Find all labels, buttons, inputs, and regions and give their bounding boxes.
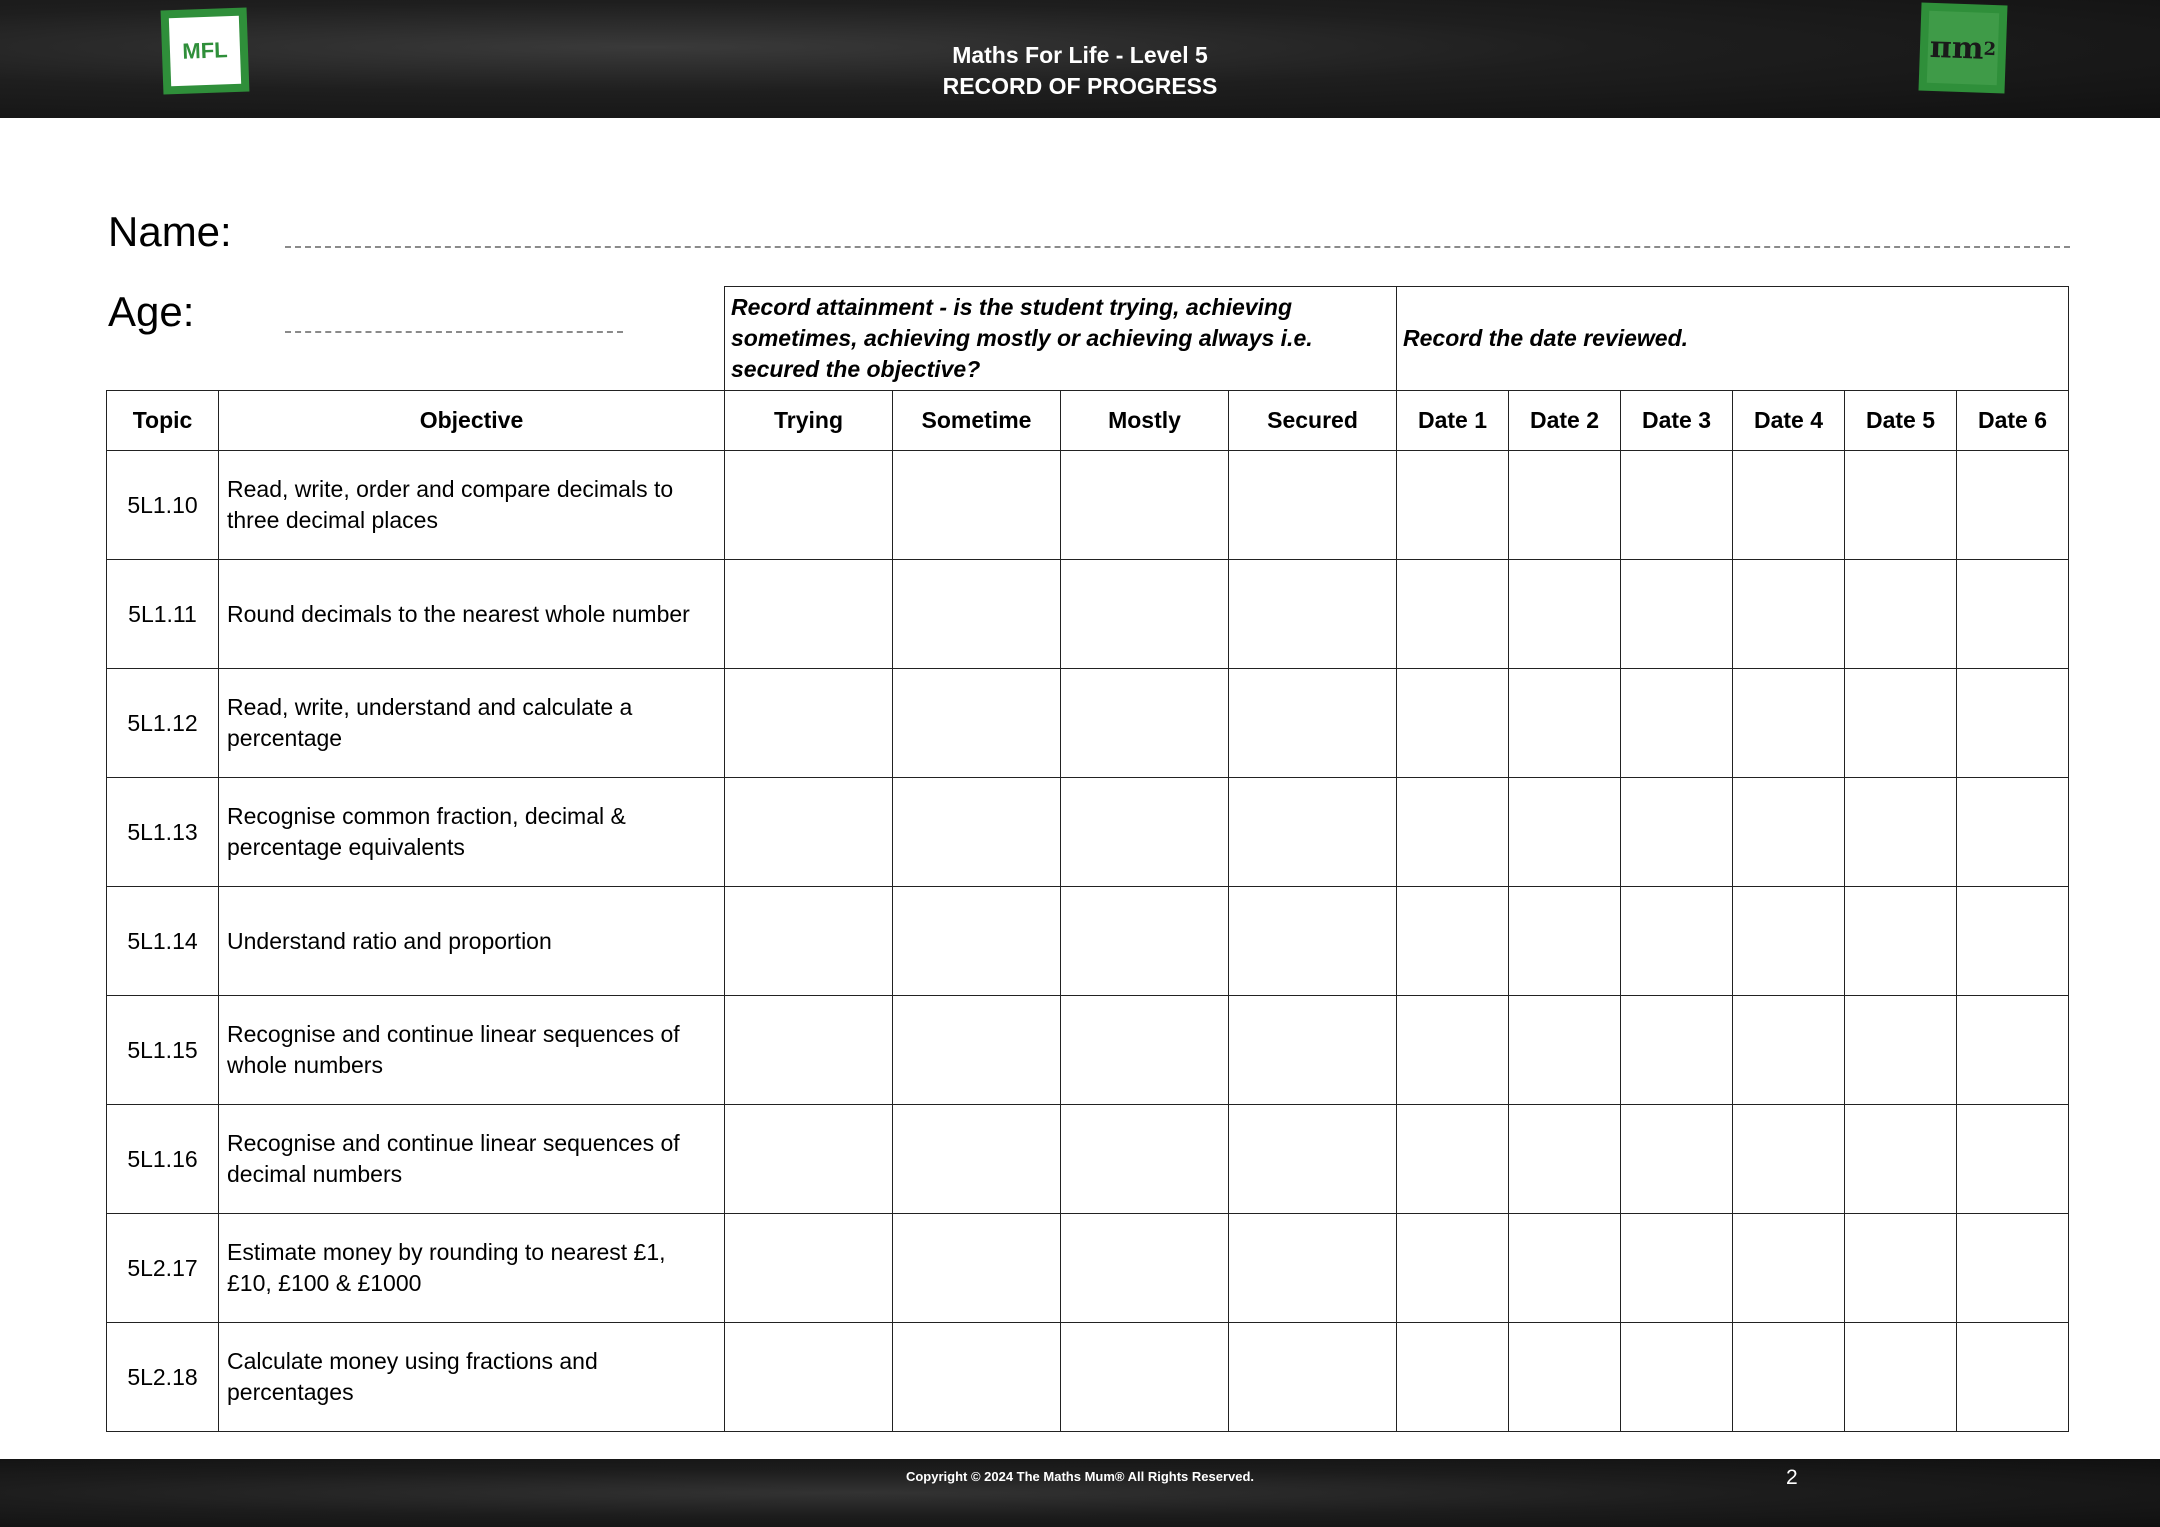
topic-code: 5L1.12 — [107, 669, 219, 778]
pi-m-squared-logo — [1918, 3, 2007, 94]
table-row — [107, 451, 2069, 560]
date-4-cell[interactable] — [1733, 1105, 1845, 1214]
date-6-cell[interactable] — [1957, 560, 2069, 669]
date-1-cell[interactable] — [1397, 669, 1509, 778]
date-3-cell[interactable] — [1621, 778, 1733, 887]
mostly-cell[interactable] — [1061, 1323, 1229, 1432]
date-2-cell[interactable] — [1509, 1323, 1621, 1432]
objective-text: Estimate money by rounding to nearest £1, £10, £100 & £1000 — [219, 1214, 725, 1323]
date-5-cell[interactable] — [1845, 669, 1957, 778]
attainment-instruction: Record attainment - is the student trying, achieving sometimes, achieving mostly or achieving always i.e. secured the objective? — [725, 287, 1397, 391]
sometime-cell[interactable] — [893, 996, 1061, 1105]
objective-text: Recognise and continue linear sequences of decimal numbers — [219, 1105, 725, 1214]
sometime-cell[interactable] — [893, 778, 1061, 887]
date-1-cell[interactable] — [1397, 1105, 1509, 1214]
date-6-cell[interactable] — [1957, 1105, 2069, 1214]
date-6-cell[interactable] — [1957, 451, 2069, 560]
table-row — [107, 560, 2069, 669]
sometime-cell[interactable] — [893, 1105, 1061, 1214]
col-secured: Secured — [1229, 391, 1397, 451]
table-row — [107, 1323, 2069, 1432]
mostly-cell[interactable] — [1061, 560, 1229, 669]
col-topic: Topic — [107, 391, 219, 451]
table-row — [107, 778, 2069, 887]
column-header-row — [107, 391, 2069, 451]
trying-cell[interactable] — [725, 996, 893, 1105]
trying-cell[interactable] — [725, 560, 893, 669]
mostly-cell[interactable] — [1061, 996, 1229, 1105]
table-row — [107, 996, 2069, 1105]
topic-code: 5L2.17 — [107, 1214, 219, 1323]
objective-text: Read, write, order and compare decimals to three decimal places — [219, 451, 725, 560]
date-4-cell[interactable] — [1733, 778, 1845, 887]
col-mostly: Mostly — [1061, 391, 1229, 451]
topic-code: 5L1.11 — [107, 560, 219, 669]
secured-cell[interactable] — [1229, 560, 1397, 669]
mostly-cell[interactable] — [1061, 451, 1229, 560]
date-5-cell[interactable] — [1845, 1105, 1957, 1214]
date-5-cell[interactable] — [1845, 887, 1957, 996]
date-instruction: Record the date reviewed. — [1397, 287, 2069, 391]
sometime-cell[interactable] — [893, 451, 1061, 560]
topic-code: 5L2.18 — [107, 1323, 219, 1432]
trying-cell[interactable] — [725, 1214, 893, 1323]
col-sometime: Sometime — [893, 391, 1061, 451]
sometime-cell[interactable] — [893, 669, 1061, 778]
objective-text: Recognise and continue linear sequences of whole numbers — [219, 996, 725, 1105]
topic-code: 5L1.14 — [107, 887, 219, 996]
name-field[interactable] — [285, 246, 2070, 248]
date-5-cell[interactable] — [1845, 1323, 1957, 1432]
date-1-cell[interactable] — [1397, 1214, 1509, 1323]
date-5-cell[interactable] — [1845, 778, 1957, 887]
trying-cell[interactable] — [725, 778, 893, 887]
date-4-cell[interactable] — [1733, 887, 1845, 996]
date-5-cell[interactable] — [1845, 996, 1957, 1105]
col-date-3: Date 3 — [1621, 391, 1733, 451]
date-3-cell[interactable] — [1621, 887, 1733, 996]
date-6-cell[interactable] — [1957, 778, 2069, 887]
date-3-cell[interactable] — [1621, 560, 1733, 669]
topic-code: 5L1.10 — [107, 451, 219, 560]
date-4-cell[interactable] — [1733, 996, 1845, 1105]
date-1-cell[interactable] — [1397, 560, 1509, 669]
col-date-1: Date 1 — [1397, 391, 1509, 451]
date-4-cell[interactable] — [1733, 560, 1845, 669]
name-label: Name: — [108, 208, 232, 255]
objective-text: Calculate money using fractions and percentages — [219, 1323, 725, 1432]
objective-text: Understand ratio and proportion — [219, 887, 725, 996]
date-5-cell[interactable] — [1845, 560, 1957, 669]
date-1-cell[interactable] — [1397, 996, 1509, 1105]
date-6-cell[interactable] — [1957, 887, 2069, 996]
secured-cell[interactable] — [1229, 887, 1397, 996]
table-row — [107, 1214, 2069, 1323]
secured-cell[interactable] — [1229, 996, 1397, 1105]
trying-cell[interactable] — [725, 669, 893, 778]
mfl-logo-text: MFL — [169, 16, 241, 86]
date-3-cell[interactable] — [1621, 451, 1733, 560]
date-4-cell[interactable] — [1733, 669, 1845, 778]
date-3-cell[interactable] — [1621, 996, 1733, 1105]
date-2-cell[interactable] — [1509, 778, 1621, 887]
mostly-cell[interactable] — [1061, 669, 1229, 778]
title-line-1: Maths For Life - Level 5 — [952, 42, 1208, 68]
copyright-text: Copyright © 2024 The Maths Mum® All Rights Reserved. — [905, 1469, 1255, 1484]
date-3-cell[interactable] — [1621, 1105, 1733, 1214]
date-1-cell[interactable] — [1397, 1323, 1509, 1432]
date-2-cell[interactable] — [1509, 669, 1621, 778]
date-4-cell[interactable] — [1733, 451, 1845, 560]
topic-code: 5L1.15 — [107, 996, 219, 1105]
date-2-cell[interactable] — [1509, 996, 1621, 1105]
objective-text: Read, write, understand and calculate a percentage — [219, 669, 725, 778]
mostly-cell[interactable] — [1061, 778, 1229, 887]
mostly-cell[interactable] — [1061, 887, 1229, 996]
mostly-cell[interactable] — [1061, 1105, 1229, 1214]
progress-table — [106, 286, 2069, 1432]
secured-cell[interactable] — [1229, 1323, 1397, 1432]
col-date-5: Date 5 — [1845, 391, 1957, 451]
date-5-cell[interactable] — [1845, 451, 1957, 560]
date-3-cell[interactable] — [1621, 1323, 1733, 1432]
instruction-row — [107, 287, 2069, 391]
date-1-cell[interactable] — [1397, 451, 1509, 560]
secured-cell[interactable] — [1229, 778, 1397, 887]
date-2-cell[interactable] — [1509, 887, 1621, 996]
title-line-2: RECORD OF PROGRESS — [942, 73, 1218, 99]
pi-m-logo-superscript: 2 — [1983, 38, 1997, 60]
table-row — [107, 887, 2069, 996]
objective-text: Round decimals to the nearest whole number — [219, 560, 725, 669]
date-6-cell[interactable] — [1957, 1323, 2069, 1432]
page-number: 2 — [1786, 1466, 1798, 1489]
date-2-cell[interactable] — [1509, 451, 1621, 560]
date-4-cell[interactable] — [1733, 1214, 1845, 1323]
page-title — [0, 40, 2160, 102]
col-date-4: Date 4 — [1733, 391, 1845, 451]
date-3-cell[interactable] — [1621, 669, 1733, 778]
date-6-cell[interactable] — [1957, 1214, 2069, 1323]
table-body — [107, 451, 2069, 1432]
topic-code: 5L1.16 — [107, 1105, 219, 1214]
date-1-cell[interactable] — [1397, 887, 1509, 996]
sometime-cell[interactable] — [893, 1214, 1061, 1323]
sometime-cell[interactable] — [893, 887, 1061, 996]
trying-cell[interactable] — [725, 451, 893, 560]
date-5-cell[interactable] — [1845, 1214, 1957, 1323]
col-trying: Trying — [725, 391, 893, 451]
table-row — [107, 1105, 2069, 1214]
date-6-cell[interactable] — [1957, 669, 2069, 778]
col-date-2: Date 2 — [1509, 391, 1621, 451]
col-objective: Objective — [219, 391, 725, 451]
secured-cell[interactable] — [1229, 451, 1397, 560]
date-6-cell[interactable] — [1957, 996, 2069, 1105]
sometime-cell[interactable] — [893, 1323, 1061, 1432]
col-date-6: Date 6 — [1957, 391, 2069, 451]
secured-cell[interactable] — [1229, 669, 1397, 778]
secured-cell[interactable] — [1229, 1214, 1397, 1323]
date-2-cell[interactable] — [1509, 1105, 1621, 1214]
date-1-cell[interactable] — [1397, 778, 1509, 887]
sometime-cell[interactable] — [893, 560, 1061, 669]
date-2-cell[interactable] — [1509, 560, 1621, 669]
date-2-cell[interactable] — [1509, 1214, 1621, 1323]
mostly-cell[interactable] — [1061, 1214, 1229, 1323]
age-label: Age: — [108, 288, 195, 335]
date-3-cell[interactable] — [1621, 1214, 1733, 1323]
secured-cell[interactable] — [1229, 1105, 1397, 1214]
pi-m-logo-text: πm — [1929, 29, 1985, 67]
trying-cell[interactable] — [725, 1105, 893, 1214]
objective-text: Recognise common fraction, decimal & percentage equivalents — [219, 778, 725, 887]
table-row — [107, 669, 2069, 778]
topic-code: 5L1.13 — [107, 778, 219, 887]
date-4-cell[interactable] — [1733, 1323, 1845, 1432]
trying-cell[interactable] — [725, 887, 893, 996]
trying-cell[interactable] — [725, 1323, 893, 1432]
